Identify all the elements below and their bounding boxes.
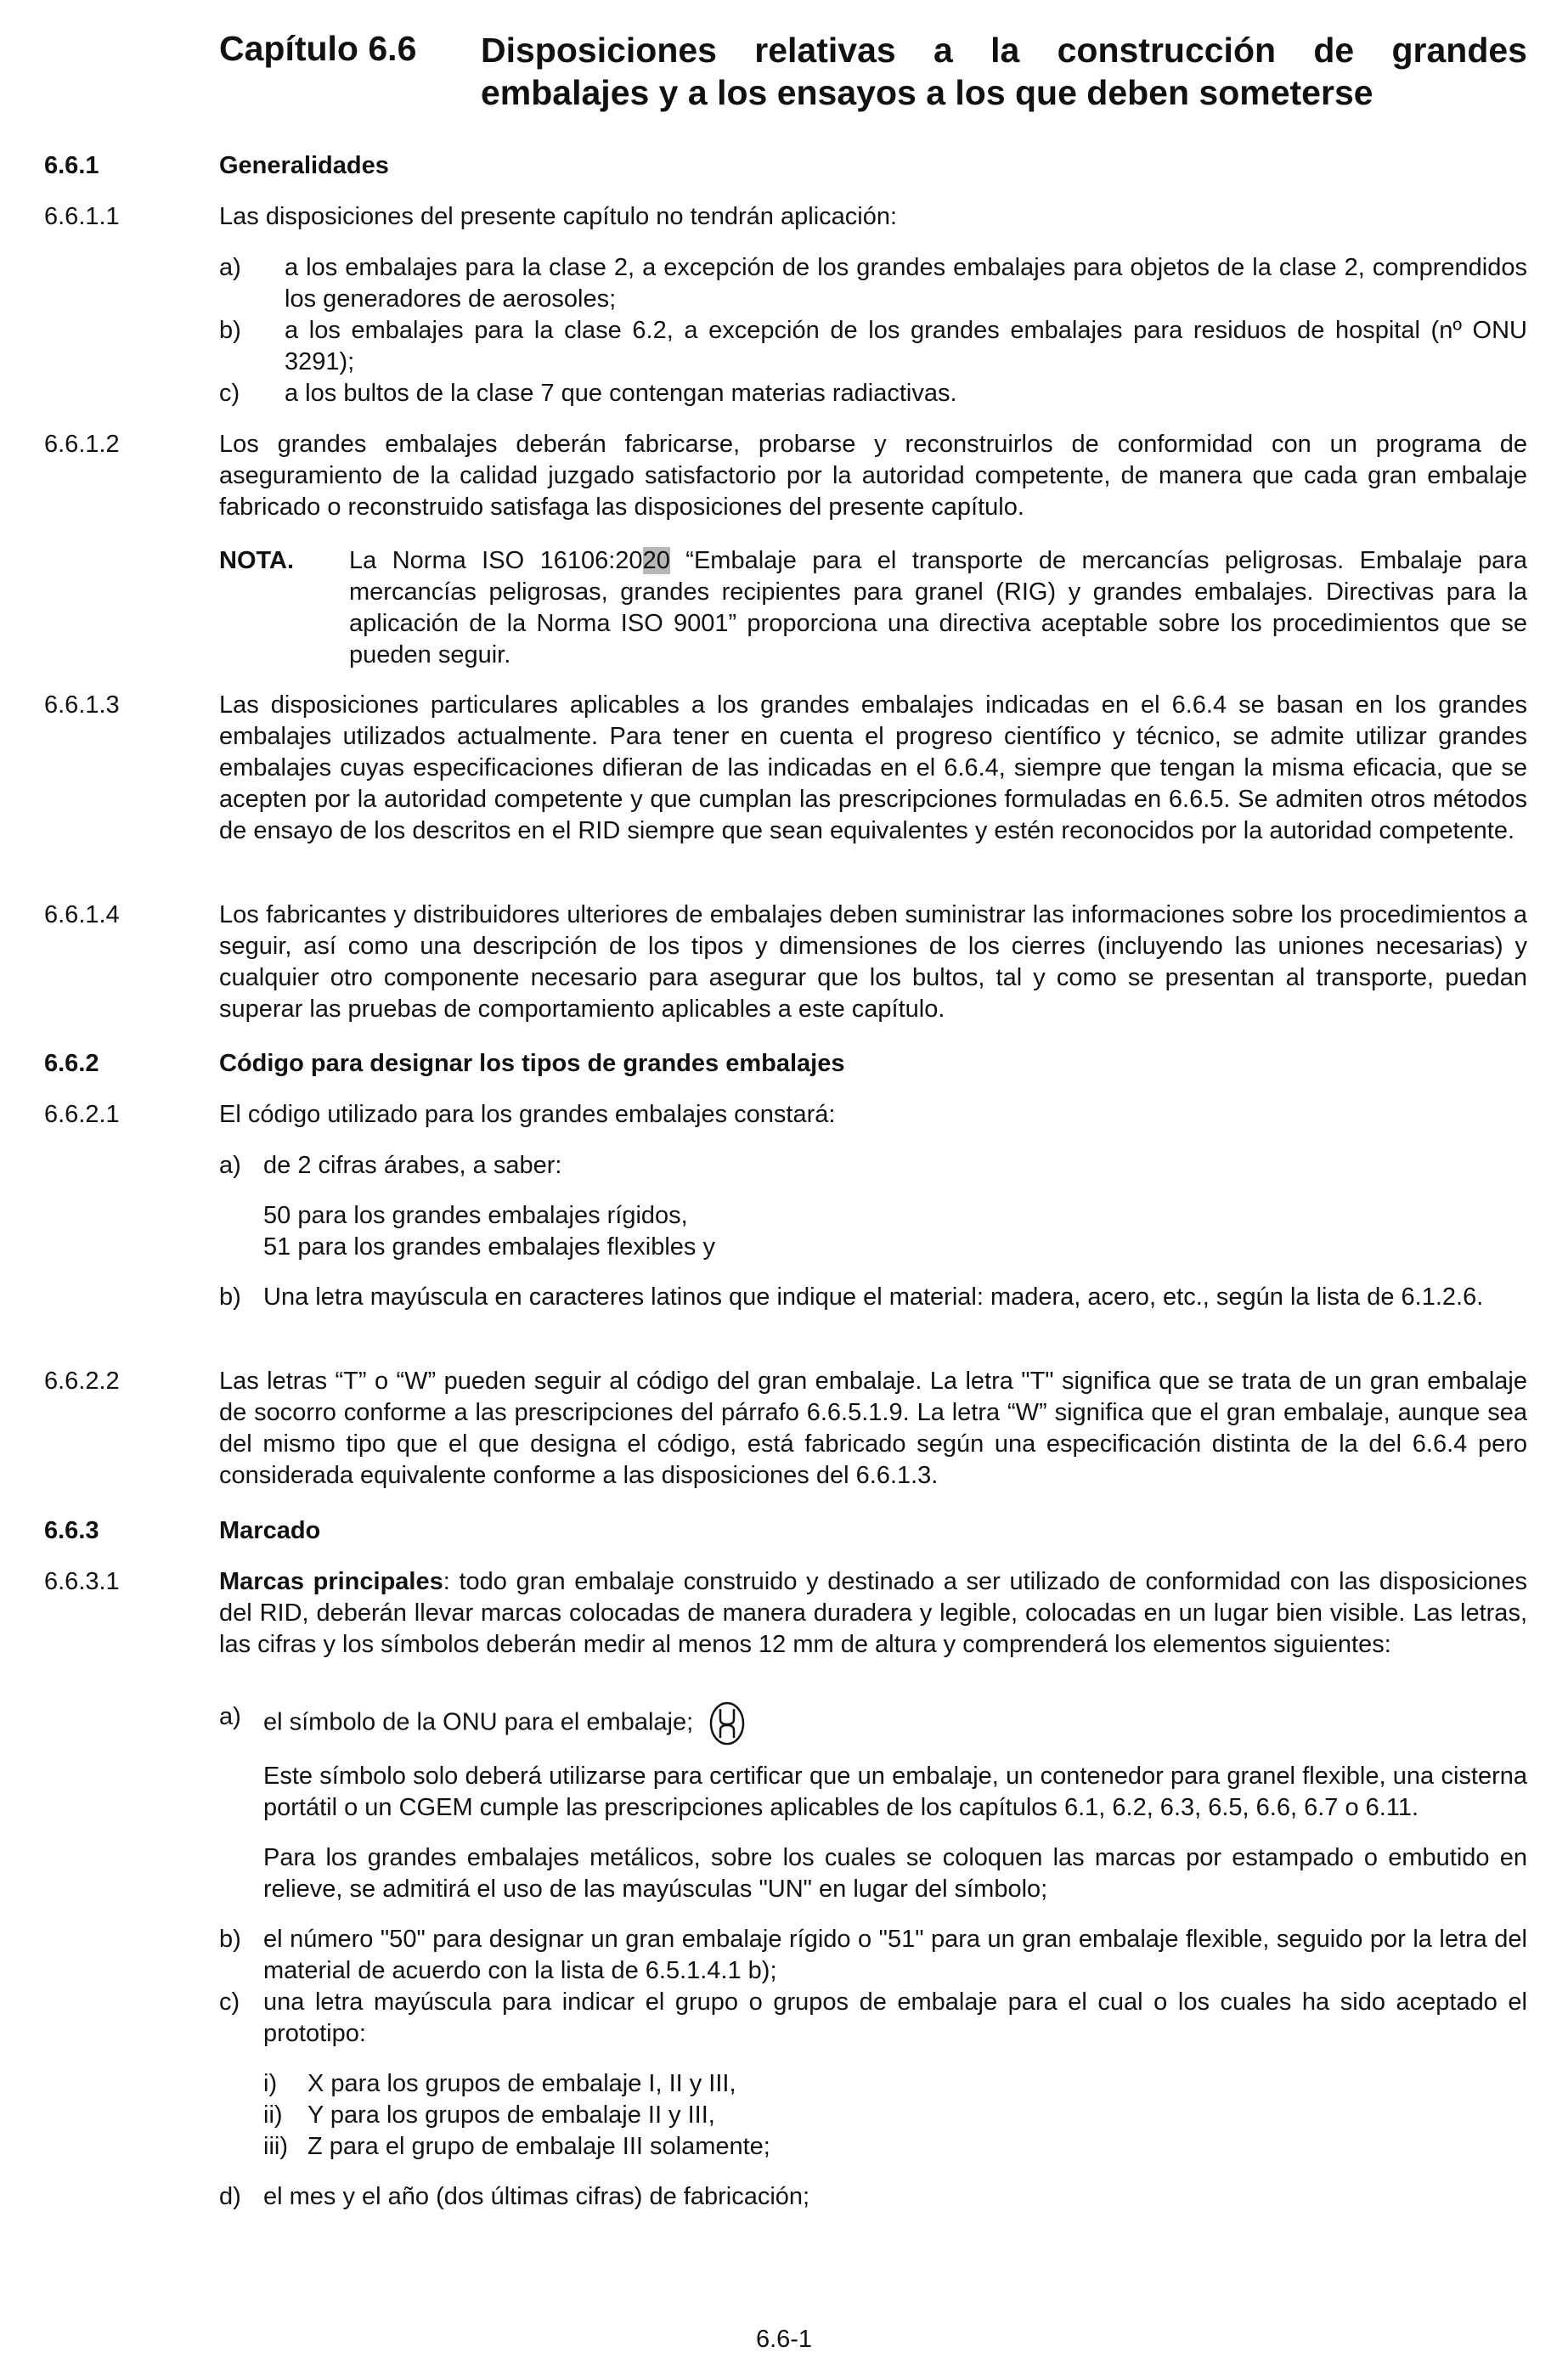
section-title: Generalidades [219,152,389,179]
section-text: Las disposiciones particulares aplicables a los grandes embalajes indicadas en el 6.6.4 se basan en los grandes embalajes utilizados actualmente. Para tener en cuenta el progreso científico y técnico, se admite utilizar grandes embalajes cuyas especificaciones difieran de las indicadas en el 6.6.4, siempre que tengan la misma eficacia, que se acepten por la autoridad competente y que cumplan las prescripciones formuladas en 6.6.5. Se admiten otros métodos de ensayo de los descritos en el RID siempre que sean equivalentes y estén reconocidos por la autoridad competente. [219,691,1527,844]
section-text: Los grandes embalajes deberán fabricarse, probarse y reconstruirlos de conformidad con un programa de aseguramiento de la calidad juzgado satisfactorio por la autoridad competente, de manera que cada gran embalaje fabricado o reconstruido satisfaga las disposiciones del presente capítulo. [219,431,1527,521]
section-text: Las disposiciones del presente capítulo no tendrán aplicación: [219,203,898,230]
list-6-6-3-1 [219,1701,1527,2213]
section-title: Marcado [219,1517,321,1544]
sublist-item: iii) Z para el grupo de embalaje III solamente; [263,2133,770,2160]
section-number: 6.6.1.4 [44,901,120,928]
section-number: 6.6.1.2 [44,431,120,458]
list-item: a) de 2 cifras árabes, a saber: [219,1152,562,1179]
lead-term: Marcas principales [219,1568,443,1595]
section-number: 6.6.2.2 [44,1368,120,1395]
section-number: 6.6.1.3 [44,691,120,719]
list-item: b) Una letra mayúscula en caracteres latinos que indique el material: madera, acero, etc., según la lista de 6.1.2.6. [219,1283,1484,1311]
section-number: 6.6.1 [44,152,99,179]
chapter-number: Capítulo 6.6 [219,29,417,68]
list-item: b) a los embalajes para la clase 6.2, a excepción de los grandes embalajes para residuos de hospital (nº ONU 3291); [219,317,1527,375]
section-text: Las letras “T” o “W” pueden seguir al código del gran embalaje. La letra "T" significa que se trata de un gran embalaje de socorro conforme a las prescripciones del párrafo 6.6.5.1.9. La letra “W” significa que el gran embalaje, aunque sea del mismo tipo que el que designa el código, está fabricado según una especificación distinta de la del 6.6.4 pero considerada equivalente conforme a las disposiciones del 6.6.1.3. [219,1368,1527,1489]
page-number: 6.6-1 [755,2326,813,2353]
section-number: 6.6.2 [44,1050,99,1077]
list-item: c) a los bultos de la clase 7 que contengan materias radiactivas. [219,380,957,407]
section-number: 6.6.3 [44,1517,99,1544]
section-number: 6.6.1.1 [44,203,120,230]
sublist-item: i) X para los grupos de embalaje I, II y III, [263,2070,736,2097]
list-item: b) el número "50" para designar un gran embalaje rígido o "51" para un gran embalaje flexible, seguido por la letra del material de acuerdo con la lista de 6.5.1.4.1 b); [219,1926,1527,1984]
list-item: c) una letra mayúscula para indicar el grupo o grupos de embalaje para el cual o los cuales ha sido aceptado el prototipo: [219,1989,1527,2047]
list-item: a) el símbolo de la ONU para el embalaje; [219,1701,1527,1746]
paragraph: Este símbolo solo deberá utilizarse para certificar que un embalaje, un contenedor para granel flexible, una cisterna portátil o un CGEM cumple las prescripciones aplicables de los capítulos 6.1, 6.2, 6.3, 6.5, 6.6, 6.7 o 6.11. [263,1763,1527,1821]
list-6-6-2-1 [219,1150,1527,1313]
highlighted-text: 20 [642,547,670,574]
chapter-title-line1: Disposiciones relativas a la construcción de grandes [481,31,1527,70]
sublist [263,1200,1527,1263]
sublist-item: 51 para los grandes embalajes flexibles y [263,1233,715,1261]
section-number: 6.6.2.1 [44,1101,120,1128]
section-text: Los fabricantes y distribuidores ulteriores de embalajes deben suministrar las informaciones sobre los procedimientos a seguir, así como una descripción de los tipos y dimensiones de los cierres (incluyendo las uniones necesarias) y cualquier otro componente necesario para asegurar que los bultos, tal y como se presentan al transporte, puedan superar las pruebas de comportamiento aplicables a este capítulo. [219,901,1527,1023]
paragraph: Para los grandes embalajes metálicos, sobre los cuales se coloquen las marcas por estampado o embutido en relieve, se admitirá el uso de las mayúsculas "UN" en lugar del símbolo; [263,1844,1527,1903]
sublist-item: 50 para los grandes embalajes rígidos, [263,1202,688,1229]
list-6-6-1-1 [219,252,1527,409]
chapter-title-line2: embalajes y a los ensayos a los que deben someterse [481,73,1373,112]
note-text: La Norma ISO 16106:2020 “Embalaje para el transporte de mercancías peligrosas. Embalaje para mercancías peligrosas, grandes recipientes para granel (RIG) y grandes embalajes. Directivas para la aplicación de la Norma ISO 9001” proporciona una directiva aceptable sobre los procedimientos que se pueden seguir. [349,547,1527,668]
section-text: Marcas principales: todo gran embalaje construido y destinado a ser utilizado de conformidad con las disposiciones del RID, deberán llevar marcas colocadas de manera duradera y legible, colocadas en un lugar bien visible. Las letras, las cifras y los símbolos deberán medir al menos 12 mm de altura y comprenderá los elementos siguientes: [219,1568,1527,1658]
section-number: 6.6.3.1 [44,1568,120,1595]
list-item: a) a los embalajes para la clase 2, a excepción de los grandes embalajes para objetos de la clase 2, comprendidos los generadores de aerosoles; [219,254,1527,313]
section-title: Código para designar los tipos de grandes embalajes [219,1050,845,1077]
note-label: NOTA. [219,547,295,574]
chapter-title [481,29,1527,114]
un-packaging-symbol-icon [708,1701,746,1746]
list-item: d) el mes y el año (dos últimas cifras) de fabricación; [219,2183,810,2210]
sublist-item: ii) Y para los grupos de embalaje II y III, [263,2101,715,2129]
roman-sublist [263,2068,1527,2163]
section-text: El código utilizado para los grandes embalajes constará: [219,1101,836,1128]
